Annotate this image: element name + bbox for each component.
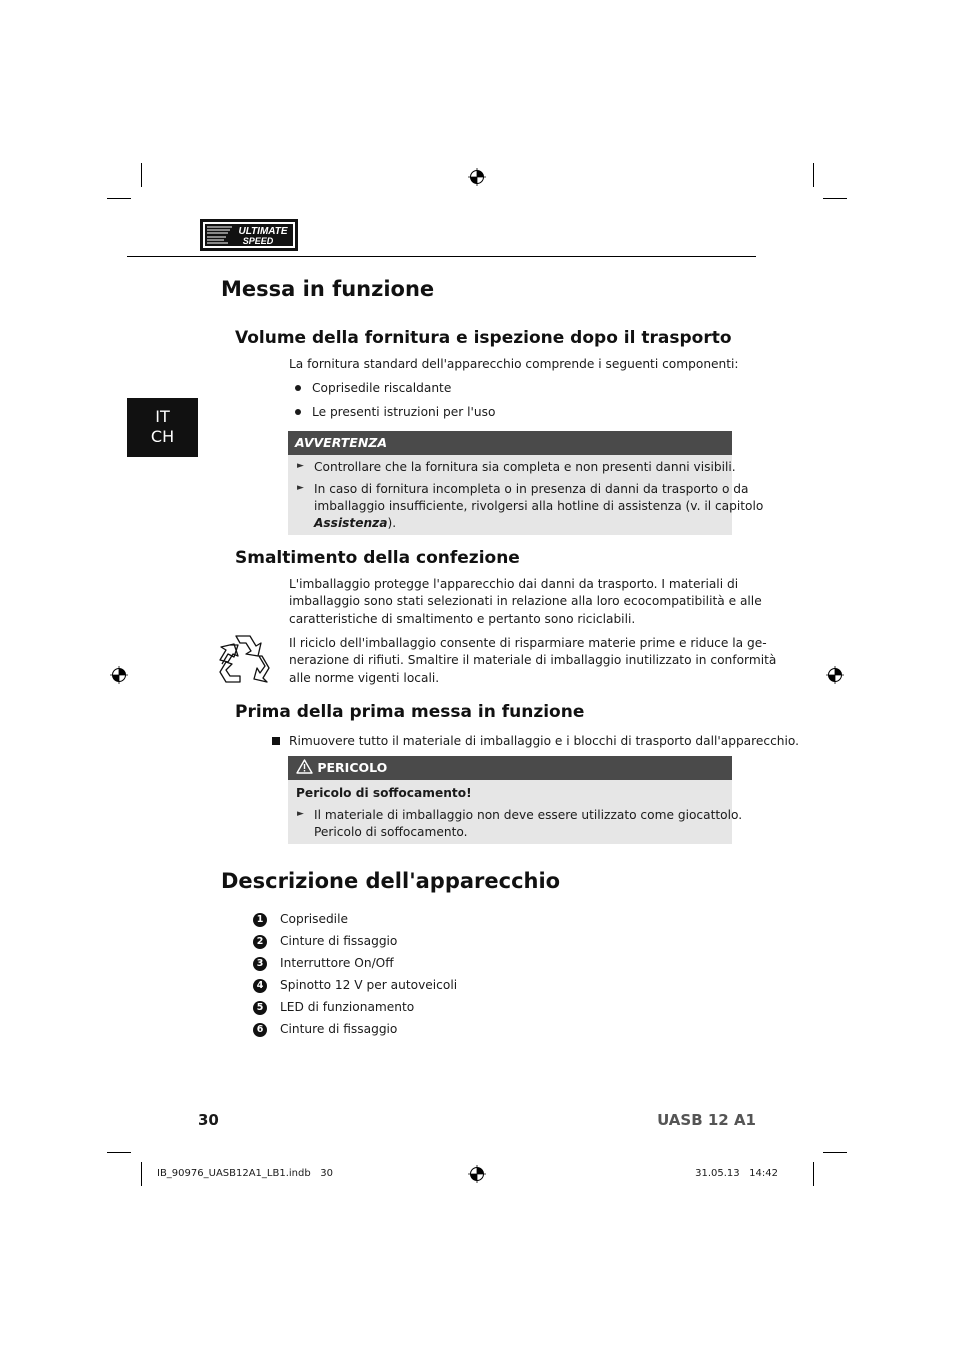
smaltimento-p2-line-2: nerazione di rifiuti. Smaltire il materiale di imballaggio inutilizzato in conformità [289, 653, 777, 667]
smaltimento-p2-line-3: alle norme vigenti locali. [289, 671, 440, 685]
bullet-icon [295, 409, 301, 415]
warning-item-2-end: ). [387, 516, 397, 530]
part-label: Cinture di fissaggio [280, 1022, 398, 1036]
logo-text-1: ULTIMATE [238, 226, 288, 237]
crop-mark [823, 198, 847, 199]
danger-item-line-1: Il materiale di imballaggio non deve essere utilizzato come giocattolo. [314, 808, 743, 822]
volume-intro: La fornitura standard dell'apparecchio comprende i seguenti componenti: [289, 357, 739, 371]
print-date: 31.05.13 14:42 [695, 1168, 778, 1179]
file-slug: IB_90976_UASB12A1_LB1.indb 30 [157, 1168, 333, 1179]
danger-label: PERICOLO [317, 760, 388, 775]
warning-label: AVVERTENZA [295, 435, 388, 450]
part-number: 3 [253, 957, 267, 971]
step-square-icon [272, 737, 280, 745]
section-title-messa: Messa in funzione [221, 277, 435, 301]
part-number: 4 [253, 979, 267, 993]
registration-mark-icon [826, 666, 844, 684]
smaltimento-p1-line-1: L'imballaggio protegge l'apparecchio dai danni da trasporto. I materiali di [289, 577, 739, 591]
prima-step: Rimuovere tutto il materiale di imballaggio e i blocchi di trasporto dall'apparecchio. [289, 734, 800, 748]
warning-box-header [288, 431, 732, 455]
smaltimento-p2-line-1: Il riciclo dell'imballaggio consente di risparmiare materie prime e riduce la ge- [289, 636, 767, 650]
registration-mark-icon [468, 168, 486, 186]
logo-text-2: SPEED [242, 236, 274, 246]
language-it: IT [155, 407, 170, 426]
subsection-title-volume: Volume della fornitura e ispezione dopo il trasporto [235, 328, 732, 348]
warning-item-2-line-1: In caso di fornitura incompleta o in presenza di danni da trasporto o da [314, 482, 749, 496]
language-ch: CH [150, 427, 175, 446]
part-label: Spinotto 12 V per autoveicoli [280, 978, 458, 992]
crop-mark [813, 1162, 814, 1186]
danger-subtitle: Pericolo di soffocamento! [296, 786, 472, 800]
list-item: Le presenti istruzioni per l'uso [312, 405, 496, 419]
crop-mark [107, 1152, 131, 1153]
arrow-bullet-icon: ► [297, 483, 304, 493]
assistenza-link: Assistenza [314, 516, 388, 530]
page-number: 30 [198, 1111, 219, 1129]
crop-mark [823, 1152, 847, 1153]
part-number: 6 [253, 1023, 267, 1037]
part-label: LED di funzionamento [280, 1000, 415, 1014]
danger-item-line-2: Pericolo di soffocamento. [314, 825, 468, 839]
header-rule [127, 256, 756, 257]
arrow-bullet-icon: ► [297, 461, 304, 471]
subsection-title-prima: Prima della prima messa in funzione [235, 702, 585, 722]
part-label: Cinture di fissaggio [280, 934, 398, 948]
part-label: Interruttore On/Off [280, 956, 394, 970]
crop-mark [141, 163, 142, 187]
warning-triangle-icon [296, 759, 313, 774]
danger-box-header [288, 756, 732, 780]
smaltimento-p1-line-3: caratteristiche di smaltimento e pertanto sono riciclabili. [289, 612, 636, 626]
arrow-bullet-icon: ► [297, 809, 304, 819]
subsection-title-smaltimento: Smaltimento della confezione [235, 548, 520, 568]
part-number: 2 [253, 935, 267, 949]
bullet-icon [295, 385, 301, 391]
registration-mark-icon [110, 666, 128, 684]
list-item: Coprisedile riscaldante [312, 381, 452, 395]
section-title-descrizione: Descrizione dell'apparecchio [221, 869, 561, 893]
recycle-icon [216, 630, 274, 686]
registration-mark-icon [468, 1165, 486, 1183]
warning-item-2-line-2: imballaggio insufficiente, rivolgersi alla hotline di assistenza (v. il capitolo [314, 499, 764, 513]
part-number: 5 [253, 1001, 267, 1015]
brand-logo [200, 219, 298, 251]
warning-item-2-line-3 [314, 515, 396, 532]
warning-item-1: Controllare che la fornitura sia completa e non presenti danni visibili. [314, 460, 736, 474]
part-label: Coprisedile [280, 912, 348, 926]
crop-mark [813, 163, 814, 187]
crop-mark [141, 1162, 142, 1186]
model-name: UASB 12 A1 [657, 1111, 756, 1129]
language-tab [127, 398, 198, 457]
smaltimento-p1-line-2: imballaggio sono stati selezionati in relazione alla loro ecocompatibilità e alle [289, 594, 762, 608]
part-number: 1 [253, 913, 267, 927]
crop-mark [107, 198, 131, 199]
